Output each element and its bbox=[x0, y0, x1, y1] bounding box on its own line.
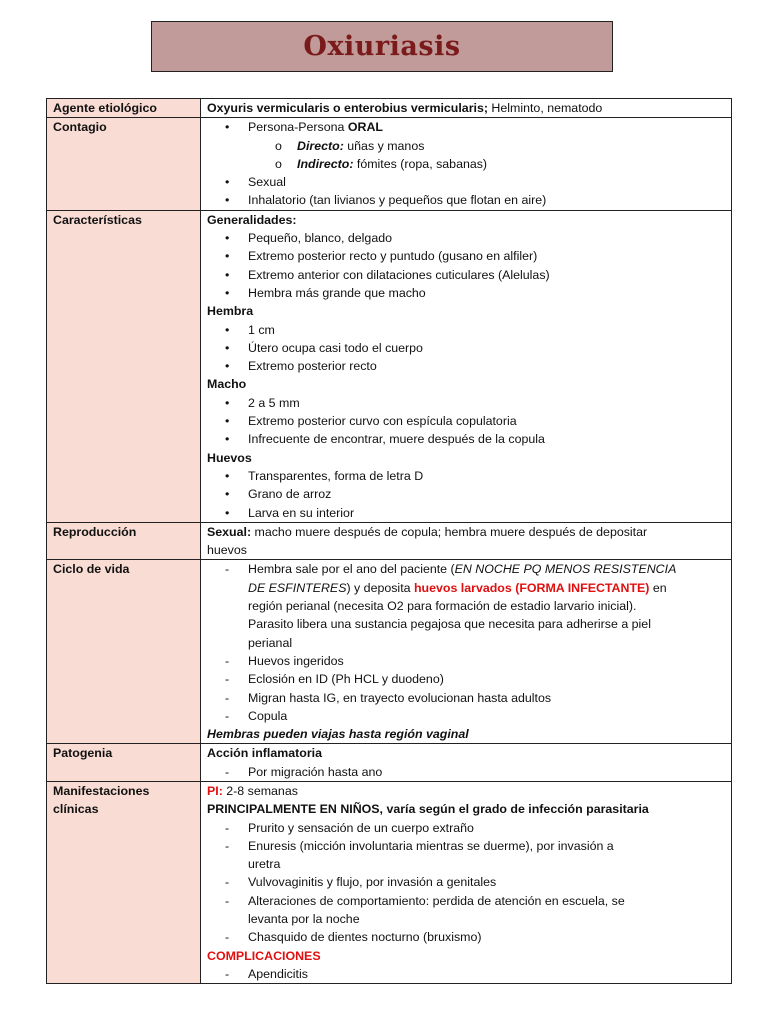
list-item: - Hembra sale por el ano del paciente (EN NOCHE PQ MENOS RESISTENCIA bbox=[207, 560, 727, 578]
bullet-icon: • bbox=[225, 267, 230, 282]
list-item: - Vulvovaginitis y flujo, por invasión a genitales bbox=[207, 873, 727, 891]
bullet-icon: • bbox=[225, 505, 230, 520]
bullet-icon: • bbox=[225, 249, 230, 264]
list-item: - Huevos ingeridos bbox=[207, 652, 727, 670]
bullet-icon: • bbox=[225, 340, 230, 355]
list-item-continued: DE ESFINTERES) y deposita huevos larvados (FORMA INFECTANTE) en bbox=[248, 580, 667, 595]
content-patogenia bbox=[201, 744, 732, 782]
list-item: o Directo: uñas y manos bbox=[207, 137, 727, 155]
list-item: - Alteraciones de comportamiento: perdida de atención en escuela, se bbox=[207, 892, 727, 910]
dash-bullet-icon: - bbox=[225, 708, 230, 723]
dash-bullet-icon: - bbox=[225, 966, 230, 981]
list-item-continued: uretra bbox=[248, 857, 281, 872]
content-reproduccion: Sexual: macho muere después de copula; hembra muere después de depositar huevos bbox=[201, 522, 732, 560]
list-item: • 1 cm bbox=[207, 321, 727, 339]
list-item: • Extremo anterior con dilataciones cuticulares (Alelulas) bbox=[207, 266, 727, 284]
list-item: • Inhalatorio (tan livianos y pequeños que flotan en aire) bbox=[207, 191, 727, 209]
list-item: o Indirecto: fómites (ropa, sabanas) bbox=[207, 155, 727, 173]
title-banner bbox=[151, 21, 613, 72]
list-item: • Grano de arroz bbox=[207, 485, 727, 503]
bullet-icon: • bbox=[225, 231, 230, 246]
bullet-icon: • bbox=[225, 414, 230, 429]
bullet-icon: • bbox=[225, 359, 230, 374]
dash-bullet-icon: - bbox=[225, 562, 230, 577]
list-item: • Larva en su interior bbox=[207, 504, 727, 522]
bullet-icon: • bbox=[225, 468, 230, 483]
row-patogenia bbox=[47, 744, 732, 782]
list-item-continued: Parasito libera una sustancia pegajosa que necesita para adherirse a piel bbox=[248, 617, 651, 632]
bullet-icon: • bbox=[225, 432, 230, 447]
cycle-note: Hembras pueden viajas hasta región vaginal bbox=[207, 727, 469, 742]
content-ciclo bbox=[201, 560, 732, 744]
dash-bullet-icon: - bbox=[225, 930, 230, 945]
dash-bullet-icon: - bbox=[225, 690, 230, 705]
list-item: • Transparentes, forma de letra D bbox=[207, 467, 727, 485]
bullet-icon: • bbox=[225, 487, 230, 502]
list-item: - Prurito y sensación de un cuerpo extraño bbox=[207, 819, 727, 837]
bullet-icon: • bbox=[225, 120, 230, 135]
dash-bullet-icon: - bbox=[225, 893, 230, 908]
list-item: - Chasquido de dientes nocturno (bruxismo) bbox=[207, 928, 727, 946]
label-ciclo: Ciclo de vida bbox=[47, 560, 201, 744]
list-item: • Sexual bbox=[207, 173, 727, 191]
page-title: Oxiuriasis bbox=[303, 31, 461, 62]
subheading: Generalidades: bbox=[207, 212, 297, 227]
list-item-continued: perianal bbox=[248, 635, 293, 650]
row-ciclo bbox=[47, 560, 732, 744]
list-item: - Apendicitis bbox=[207, 965, 727, 983]
content-caracteristicas bbox=[201, 210, 732, 522]
dash-bullet-icon: - bbox=[225, 838, 230, 853]
content-contagio bbox=[201, 118, 732, 210]
label-manifestaciones: Manifestaciones clínicas bbox=[47, 781, 201, 983]
dash-bullet-icon: - bbox=[225, 672, 230, 687]
list-item-continued: región perianal (necesita O2 para formación de estadio larvario inicial). bbox=[248, 599, 637, 614]
list-item: - Eclosión en ID (Ph HCL y duodeno) bbox=[207, 670, 727, 688]
infective-form-highlight: huevos larvados (FORMA INFECTANTE) bbox=[413, 580, 650, 595]
subheading: Macho bbox=[207, 377, 247, 392]
content-manifestaciones: PI: 2-8 semanas PRINCIPALMENTE EN NIÑOS, varía según el grado de infección parasitaria - Prurito y sensación de un cuerpo extraño - Enuresis (micción involuntaria mientras se duerme), por invasión a uretra - Vulvovaginitis y flujo, por invasión a genitales - Alteraciones de comportamiento: perdida de atención en escuela, se levanta por la noche - Chasquido de dientes nocturno (bruxismo) COMPLICACIONES - Apendicitis bbox=[201, 781, 732, 983]
row-agente bbox=[47, 99, 732, 118]
list-item: • Extremo posterior recto bbox=[207, 357, 727, 375]
complications-heading: COMPLICACIONES bbox=[207, 948, 321, 963]
list-item: - Copula bbox=[207, 707, 727, 725]
dash-bullet-icon: - bbox=[225, 875, 230, 890]
row-caracteristicas bbox=[47, 210, 732, 522]
list-item: • Pequeño, blanco, delgado bbox=[207, 229, 727, 247]
content-agente: Oxyuris vermicularis o enterobius vermicularis; Helminto, nematodo bbox=[201, 99, 732, 118]
list-item: • Útero ocupa casi todo el cuerpo bbox=[207, 339, 727, 357]
subheading: PRINCIPALMENTE EN NIÑOS, varía según el grado de infección parasitaria bbox=[207, 802, 649, 817]
list-item: • Hembra más grande que macho bbox=[207, 284, 727, 302]
list-item: • Infrecuente de encontrar, muere después de la copula bbox=[207, 430, 727, 448]
bullet-icon: • bbox=[225, 193, 230, 208]
list-item: • 2 a 5 mm bbox=[207, 394, 727, 412]
row-manifestaciones bbox=[47, 781, 732, 983]
label-contagio: Contagio bbox=[47, 118, 201, 210]
label-patogenia: Patogenia bbox=[47, 744, 201, 782]
bullet-icon: • bbox=[225, 322, 230, 337]
list-item: • Extremo posterior curvo con espícula copulatoria bbox=[207, 412, 727, 430]
dash-bullet-icon: - bbox=[225, 653, 230, 668]
list-item: - Por migración hasta ano bbox=[207, 763, 727, 781]
circle-bullet-icon: o bbox=[275, 138, 282, 153]
bullet-icon: • bbox=[225, 285, 230, 300]
list-item-continued: levanta por la noche bbox=[248, 912, 360, 927]
label-caracteristicas: Características bbox=[47, 210, 201, 522]
bullet-icon: • bbox=[225, 175, 230, 190]
row-contagio bbox=[47, 118, 732, 210]
bullet-icon: • bbox=[225, 395, 230, 410]
dash-bullet-icon: - bbox=[225, 764, 230, 779]
label-reproduccion: Reproducción bbox=[47, 522, 201, 560]
content-table bbox=[46, 98, 732, 984]
list-item: • Persona-Persona ORAL bbox=[207, 118, 727, 136]
dash-bullet-icon: - bbox=[225, 820, 230, 835]
row-reproduccion bbox=[47, 522, 732, 560]
list-item: • Extremo posterior recto y puntudo (gusano en alfiler) bbox=[207, 247, 727, 265]
list-item: - Migran hasta IG, en trayecto evolucionan hasta adultos bbox=[207, 689, 727, 707]
circle-bullet-icon: o bbox=[275, 156, 282, 171]
list-item: - Enuresis (micción involuntaria mientras se duerme), por invasión a bbox=[207, 837, 727, 855]
subheading: Acción inflamatoria bbox=[207, 746, 322, 761]
subheading: Huevos bbox=[207, 450, 252, 465]
subheading: Hembra bbox=[207, 304, 254, 319]
label-agente: Agente etiológico bbox=[47, 99, 201, 118]
incubation-label: PI: bbox=[207, 783, 223, 798]
